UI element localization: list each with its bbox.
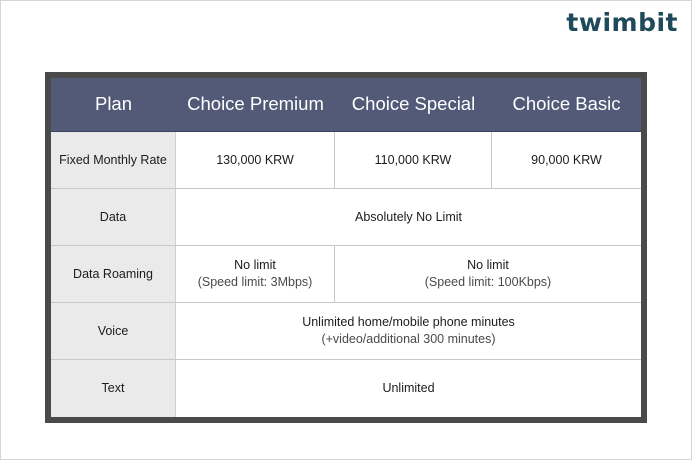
twimbit-logo: twimbit [566,8,678,37]
row-label-data-roaming: Data Roaming [51,246,176,303]
rate-basic: 90,000 KRW [492,132,641,189]
voice-sub: (+video/additional 300 minutes) [321,332,496,346]
row-label-text: Text [51,360,176,417]
row-label-fixed-monthly-rate: Fixed Monthly Rate [51,132,176,189]
roaming-others-main: No limit [467,258,509,273]
data-all-plans: Absolutely No Limit [176,189,641,246]
roaming-premium-sub: (Speed limit: 3Mbps) [197,275,313,289]
row-label-data: Data [51,189,176,246]
rate-special: 110,000 KRW [335,132,492,189]
header-choice-special: Choice Special [335,78,492,132]
header-plan: Plan [51,78,176,132]
row-label-voice: Voice [51,303,176,360]
roaming-others-sub: (Speed limit: 100Kbps) [424,275,552,289]
rate-premium: 130,000 KRW [176,132,335,189]
roaming-special-basic [335,246,641,303]
roaming-premium-main: No limit [234,258,276,273]
text-all-plans: Unlimited [382,381,435,396]
plan-comparison-table [45,72,647,423]
header-choice-basic: Choice Basic [492,78,641,132]
header-choice-premium: Choice Premium [176,78,335,132]
voice-main: Unlimited home/mobile phone minutes [302,315,515,330]
voice-all-plans [176,303,641,360]
roaming-premium [176,246,335,303]
